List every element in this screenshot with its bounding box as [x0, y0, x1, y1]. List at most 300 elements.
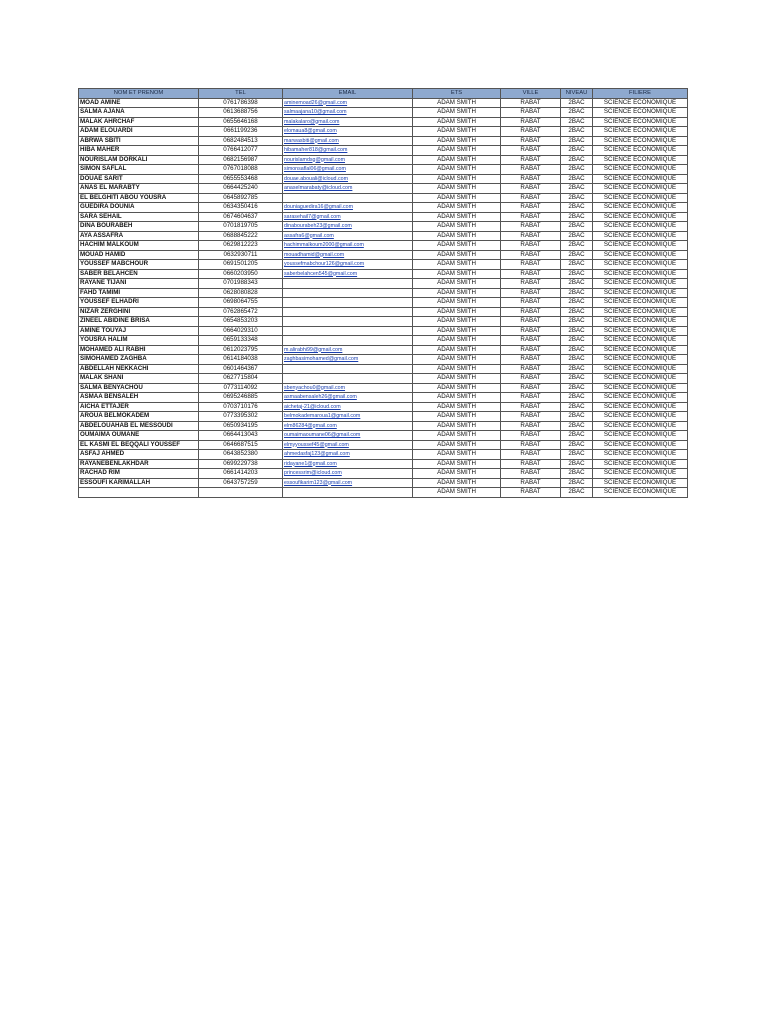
cell-tel: 0682156987 — [199, 155, 283, 165]
cell-name: ZINEEL ABIDINE BRISA — [79, 317, 199, 327]
cell-ets: ADAM SMITH — [413, 450, 501, 460]
cell-filiere: SCIENCE ECONOMIQUE — [593, 288, 688, 298]
cell-tel: 0773395302 — [199, 412, 283, 422]
cell-niveau: 2BAC — [561, 355, 593, 365]
cell-tel: 0698064755 — [199, 298, 283, 308]
cell-name: SALMA AJANA — [79, 108, 199, 118]
cell-ville: RABAT — [501, 383, 561, 393]
cell-ville: RABAT — [501, 165, 561, 175]
cell-filiere: SCIENCE ECONOMIQUE — [593, 421, 688, 431]
cell-ville: RABAT — [501, 146, 561, 156]
cell-ville: RABAT — [501, 269, 561, 279]
cell-name: ESSOUFI KARIMALLAH — [79, 478, 199, 488]
col-header-name: NOM ET PRENOM — [79, 89, 199, 99]
cell-email[interactable]: zaghbasimohamed@gmail.com — [283, 355, 413, 365]
table-row — [79, 345, 688, 355]
cell-niveau: 2BAC — [561, 127, 593, 137]
cell-ville: RABAT — [501, 193, 561, 203]
table-row — [79, 393, 688, 403]
cell-filiere: SCIENCE ECONOMIQUE — [593, 279, 688, 289]
cell-name: ASFAJ AHMED — [79, 450, 199, 460]
cell-ville: RABAT — [501, 421, 561, 431]
cell-filiere: SCIENCE ECONOMIQUE — [593, 440, 688, 450]
cell-email[interactable]: m.alirabhi99@gmail.com — [283, 345, 413, 355]
cell-email[interactable]: oumaimaoumane06@gmail.com — [283, 431, 413, 441]
cell-email[interactable]: asmaabensaleh26@gmail.com — [283, 393, 413, 403]
cell-tel: 0701819705 — [199, 222, 283, 232]
table-row — [79, 326, 688, 336]
table-row — [79, 298, 688, 308]
col-header-filiere: FILIERE — [593, 89, 688, 99]
cell-filiere: SCIENCE ECONOMIQUE — [593, 203, 688, 213]
cell-ets: ADAM SMITH — [413, 146, 501, 156]
table-row — [79, 127, 688, 137]
cell-ville: RABAT — [501, 298, 561, 308]
cell-niveau: 2BAC — [561, 193, 593, 203]
cell-filiere: SCIENCE ECONOMIQUE — [593, 345, 688, 355]
cell-ets: ADAM SMITH — [413, 193, 501, 203]
cell-email — [283, 298, 413, 308]
cell-filiere: SCIENCE ECONOMIQUE — [593, 174, 688, 184]
cell-niveau: 2BAC — [561, 364, 593, 374]
cell-filiere: SCIENCE ECONOMIQUE — [593, 431, 688, 441]
table-body — [79, 98, 688, 497]
cell-name: NIZAR ZERGHINI — [79, 307, 199, 317]
table-row — [79, 222, 688, 232]
cell-ets: ADAM SMITH — [413, 155, 501, 165]
cell-niveau: 2BAC — [561, 459, 593, 469]
cell-name: OUMAIMA OUMANE — [79, 431, 199, 441]
cell-ets: ADAM SMITH — [413, 117, 501, 127]
cell-tel: 0612023795 — [199, 345, 283, 355]
cell-tel: 0628080828 — [199, 288, 283, 298]
cell-email[interactable]: elomaua8@gmail.com — [283, 127, 413, 137]
table-row — [79, 117, 688, 127]
cell-niveau: 2BAC — [561, 317, 593, 327]
cell-tel: 0659133348 — [199, 336, 283, 346]
cell-ville: RABAT — [501, 336, 561, 346]
cell-name: ASMAA BENSALEH — [79, 393, 199, 403]
cell-filiere: SCIENCE ECONOMIQUE — [593, 307, 688, 317]
cell-ville: RABAT — [501, 184, 561, 194]
cell-filiere: SCIENCE ECONOMIQUE — [593, 393, 688, 403]
cell-filiere: SCIENCE ECONOMIQUE — [593, 488, 688, 498]
table-row — [79, 478, 688, 488]
cell-ville: RABAT — [501, 345, 561, 355]
cell-ets: ADAM SMITH — [413, 279, 501, 289]
cell-email[interactable]: aichetaj-21@icloud.com — [283, 402, 413, 412]
table-row — [79, 431, 688, 441]
table-row — [79, 136, 688, 146]
cell-tel: 0664413043 — [199, 431, 283, 441]
cell-filiere: SCIENCE ECONOMIQUE — [593, 374, 688, 384]
cell-filiere: SCIENCE ECONOMIQUE — [593, 364, 688, 374]
cell-ville: RABAT — [501, 374, 561, 384]
table-row — [79, 317, 688, 327]
cell-email[interactable]: elmyyoussef45@gmail.com — [283, 440, 413, 450]
cell-ville: RABAT — [501, 203, 561, 213]
cell-filiere: SCIENCE ECONOMIQUE — [593, 212, 688, 222]
cell-email[interactable]: ahmedasfaj123@gmail.com — [283, 450, 413, 460]
table-row — [79, 260, 688, 270]
cell-email[interactable]: sarasehail7@gmail.com — [283, 212, 413, 222]
cell-ville: RABAT — [501, 469, 561, 479]
cell-niveau: 2BAC — [561, 431, 593, 441]
cell-ville: RABAT — [501, 279, 561, 289]
table-row — [79, 288, 688, 298]
cell-email — [283, 326, 413, 336]
cell-ets: ADAM SMITH — [413, 345, 501, 355]
header-row — [79, 89, 688, 99]
cell-name: EL BELGHITI ABOU YOUSRA — [79, 193, 199, 203]
cell-email — [283, 288, 413, 298]
cell-ville: RABAT — [501, 108, 561, 118]
cell-tel: 0634350416 — [199, 203, 283, 213]
table-row — [79, 231, 688, 241]
cell-niveau: 2BAC — [561, 336, 593, 346]
table-row — [79, 307, 688, 317]
cell-ville: RABAT — [501, 488, 561, 498]
table-row — [79, 279, 688, 289]
cell-tel: 0767018088 — [199, 165, 283, 175]
cell-niveau: 2BAC — [561, 469, 593, 479]
cell-ets: ADAM SMITH — [413, 288, 501, 298]
cell-niveau: 2BAC — [561, 307, 593, 317]
cell-ville: RABAT — [501, 450, 561, 460]
cell-tel: 0762865472 — [199, 307, 283, 317]
cell-email[interactable]: ridayane1@gmail.com — [283, 459, 413, 469]
cell-tel: 0654853203 — [199, 317, 283, 327]
cell-ets: ADAM SMITH — [413, 412, 501, 422]
cell-email[interactable]: anaselmarabaty@icloud.com — [283, 184, 413, 194]
cell-name: RACHAD RIM — [79, 469, 199, 479]
table-row — [79, 184, 688, 194]
cell-email[interactable]: youssefmabchour126@gmail.com — [283, 260, 413, 270]
cell-ville: RABAT — [501, 440, 561, 450]
table-row — [79, 336, 688, 346]
cell-name: RAYANE TIJANI — [79, 279, 199, 289]
cell-tel: 0645892785 — [199, 193, 283, 203]
cell-ets: ADAM SMITH — [413, 478, 501, 488]
cell-tel: 0627715804 — [199, 374, 283, 384]
cell-filiere: SCIENCE ECONOMIQUE — [593, 241, 688, 251]
cell-tel: 0655553468 — [199, 174, 283, 184]
cell-ville: RABAT — [501, 231, 561, 241]
table-row — [79, 383, 688, 393]
cell-tel: 0661414203 — [199, 469, 283, 479]
cell-ville: RABAT — [501, 317, 561, 327]
cell-ville: RABAT — [501, 98, 561, 108]
cell-ets: ADAM SMITH — [413, 203, 501, 213]
cell-email[interactable]: marwasbiti@gmail.com — [283, 136, 413, 146]
cell-tel: 0655646168 — [199, 117, 283, 127]
cell-ets: ADAM SMITH — [413, 241, 501, 251]
cell-filiere: SCIENCE ECONOMIQUE — [593, 450, 688, 460]
cell-niveau: 2BAC — [561, 288, 593, 298]
cell-filiere: SCIENCE ECONOMIQUE — [593, 478, 688, 488]
cell-tel: 0601464367 — [199, 364, 283, 374]
cell-tel: 0613688756 — [199, 108, 283, 118]
cell-tel: 0703710176 — [199, 402, 283, 412]
table-row — [79, 203, 688, 213]
cell-niveau: 2BAC — [561, 488, 593, 498]
cell-name: YOUSRA HALIM — [79, 336, 199, 346]
cell-ets: ADAM SMITH — [413, 307, 501, 317]
cell-tel: 0682484513 — [199, 136, 283, 146]
cell-tel: 0701988343 — [199, 279, 283, 289]
cell-filiere: SCIENCE ECONOMIQUE — [593, 250, 688, 260]
cell-ets: ADAM SMITH — [413, 459, 501, 469]
cell-ets: ADAM SMITH — [413, 469, 501, 479]
cell-filiere: SCIENCE ECONOMIQUE — [593, 269, 688, 279]
cell-email[interactable]: salmaajana10@gmail.com — [283, 108, 413, 118]
cell-name: AICHA ETTAJER — [79, 402, 199, 412]
cell-tel — [199, 488, 283, 498]
cell-filiere: SCIENCE ECONOMIQUE — [593, 136, 688, 146]
cell-ville: RABAT — [501, 307, 561, 317]
cell-filiere: SCIENCE ECONOMIQUE — [593, 402, 688, 412]
cell-name: DINA BOURABEH — [79, 222, 199, 232]
cell-niveau: 2BAC — [561, 155, 593, 165]
cell-niveau: 2BAC — [561, 440, 593, 450]
cell-ets: ADAM SMITH — [413, 165, 501, 175]
cell-email[interactable]: essoufikarim123@gmail.com — [283, 478, 413, 488]
cell-email — [283, 336, 413, 346]
cell-tel: 0773114092 — [199, 383, 283, 393]
cell-ets: ADAM SMITH — [413, 326, 501, 336]
cell-ville: RABAT — [501, 136, 561, 146]
cell-name: GUEDIRA DOUNIA — [79, 203, 199, 213]
cell-niveau: 2BAC — [561, 298, 593, 308]
cell-ets: ADAM SMITH — [413, 440, 501, 450]
col-header-niveau: NIVEAU — [561, 89, 593, 99]
cell-niveau: 2BAC — [561, 260, 593, 270]
cell-tel: 0643757259 — [199, 478, 283, 488]
cell-filiere: SCIENCE ECONOMIQUE — [593, 231, 688, 241]
table-row — [79, 98, 688, 108]
cell-ville: RABAT — [501, 478, 561, 488]
table-row — [79, 193, 688, 203]
cell-name: MALAK SHANI — [79, 374, 199, 384]
cell-email[interactable]: simonsaflal06@gmail.com — [283, 165, 413, 175]
cell-name: RAYANEBENLAKHDAR — [79, 459, 199, 469]
cell-email[interactable]: malakalaro@gmail.com — [283, 117, 413, 127]
cell-ville: RABAT — [501, 402, 561, 412]
cell-name: MALAK AHRCHAF — [79, 117, 199, 127]
cell-ville: RABAT — [501, 174, 561, 184]
cell-email[interactable]: princessrim@icloud.com — [283, 469, 413, 479]
table-row — [79, 412, 688, 422]
cell-email[interactable]: mouadhamid@gmail.com — [283, 250, 413, 260]
cell-niveau: 2BAC — [561, 383, 593, 393]
cell-email[interactable]: hibamaher818@gmail.com — [283, 146, 413, 156]
cell-ville: RABAT — [501, 212, 561, 222]
cell-tel: 0688845222 — [199, 231, 283, 241]
cell-niveau: 2BAC — [561, 393, 593, 403]
cell-ets: ADAM SMITH — [413, 184, 501, 194]
cell-email — [283, 307, 413, 317]
cell-name: ANAS EL MARABTY — [79, 184, 199, 194]
cell-email[interactable]: elm86284@gmail.com — [283, 421, 413, 431]
cell-ville: RABAT — [501, 260, 561, 270]
table-row — [79, 212, 688, 222]
cell-niveau: 2BAC — [561, 174, 593, 184]
table-row — [79, 488, 688, 498]
cell-email[interactable]: belmokademaroua1@gmail.com — [283, 412, 413, 422]
cell-tel: 0629812223 — [199, 241, 283, 251]
cell-email — [283, 364, 413, 374]
cell-email[interactable]: douae.abouali@icloud.com — [283, 174, 413, 184]
cell-filiere: SCIENCE ECONOMIQUE — [593, 336, 688, 346]
cell-ets: ADAM SMITH — [413, 374, 501, 384]
cell-filiere: SCIENCE ECONOMIQUE — [593, 222, 688, 232]
cell-ville: RABAT — [501, 288, 561, 298]
student-list-table — [78, 88, 688, 498]
cell-email[interactable]: sbenyachou0@gmail.com — [283, 383, 413, 393]
cell-tel: 0661199236 — [199, 127, 283, 137]
cell-name: SABER BELAHCEN — [79, 269, 199, 279]
cell-email[interactable]: assafra6@gmail.com — [283, 231, 413, 241]
cell-filiere: SCIENCE ECONOMIQUE — [593, 383, 688, 393]
cell-email[interactable]: aminemoad26@gmail.com — [283, 98, 413, 108]
cell-tel: 0699229738 — [199, 459, 283, 469]
cell-ville: RABAT — [501, 127, 561, 137]
table-row — [79, 402, 688, 412]
cell-niveau: 2BAC — [561, 231, 593, 241]
cell-ets: ADAM SMITH — [413, 402, 501, 412]
cell-ville: RABAT — [501, 412, 561, 422]
cell-niveau: 2BAC — [561, 146, 593, 156]
cell-filiere: SCIENCE ECONOMIQUE — [593, 317, 688, 327]
cell-name: HIBA MAHER — [79, 146, 199, 156]
table-row — [79, 421, 688, 431]
cell-filiere: SCIENCE ECONOMIQUE — [593, 469, 688, 479]
cell-email — [283, 374, 413, 384]
table-row — [79, 241, 688, 251]
cell-tel: 0691501205 — [199, 260, 283, 270]
cell-email — [283, 193, 413, 203]
cell-tel: 0650934195 — [199, 421, 283, 431]
cell-name: SARA SEHAIL — [79, 212, 199, 222]
cell-ets: ADAM SMITH — [413, 298, 501, 308]
cell-ville: RABAT — [501, 241, 561, 251]
table-row — [79, 174, 688, 184]
cell-niveau: 2BAC — [561, 345, 593, 355]
cell-name: MOAD AMINE — [79, 98, 199, 108]
cell-email — [283, 317, 413, 327]
cell-filiere: SCIENCE ECONOMIQUE — [593, 326, 688, 336]
cell-niveau: 2BAC — [561, 269, 593, 279]
cell-name: AYA ASSAFRA — [79, 231, 199, 241]
cell-tel: 0660203950 — [199, 269, 283, 279]
cell-ville: RABAT — [501, 431, 561, 441]
table-row — [79, 355, 688, 365]
cell-name: NOURISLAM DORKALI — [79, 155, 199, 165]
cell-name: YOUSSEF MABCHOUR — [79, 260, 199, 270]
cell-niveau: 2BAC — [561, 374, 593, 384]
cell-filiere: SCIENCE ECONOMIQUE — [593, 412, 688, 422]
cell-name: AROUA BELMOKADEM — [79, 412, 199, 422]
cell-filiere: SCIENCE ECONOMIQUE — [593, 184, 688, 194]
cell-filiere: SCIENCE ECONOMIQUE — [593, 459, 688, 469]
col-header-ville: VILLE — [501, 89, 561, 99]
cell-niveau: 2BAC — [561, 136, 593, 146]
cell-filiere: SCIENCE ECONOMIQUE — [593, 108, 688, 118]
cell-tel: 0646687515 — [199, 440, 283, 450]
cell-niveau: 2BAC — [561, 326, 593, 336]
cell-name: ADAM ELOUARDI — [79, 127, 199, 137]
table-row — [79, 250, 688, 260]
cell-tel: 0643852380 — [199, 450, 283, 460]
cell-niveau: 2BAC — [561, 108, 593, 118]
cell-niveau: 2BAC — [561, 250, 593, 260]
cell-name: SIMOHAMED ZAGHBA — [79, 355, 199, 365]
cell-ets: ADAM SMITH — [413, 269, 501, 279]
cell-name: DOUAE SARIT — [79, 174, 199, 184]
cell-ville: RABAT — [501, 355, 561, 365]
cell-ville: RABAT — [501, 250, 561, 260]
cell-email[interactable]: dinabourabeh23@gmail.com — [283, 222, 413, 232]
cell-ets: ADAM SMITH — [413, 488, 501, 498]
cell-ets: ADAM SMITH — [413, 317, 501, 327]
cell-niveau: 2BAC — [561, 450, 593, 460]
cell-ets: ADAM SMITH — [413, 231, 501, 241]
cell-ville: RABAT — [501, 155, 561, 165]
cell-niveau: 2BAC — [561, 212, 593, 222]
cell-name: FAHD TAMIMI — [79, 288, 199, 298]
cell-ets: ADAM SMITH — [413, 355, 501, 365]
cell-ville: RABAT — [501, 459, 561, 469]
cell-ets: ADAM SMITH — [413, 260, 501, 270]
cell-ets: ADAM SMITH — [413, 174, 501, 184]
cell-ets: ADAM SMITH — [413, 421, 501, 431]
cell-ets: ADAM SMITH — [413, 98, 501, 108]
cell-email[interactable]: douniaguedira16@gmail.com — [283, 203, 413, 213]
cell-niveau: 2BAC — [561, 222, 593, 232]
cell-name: SIMON SAFLAL — [79, 165, 199, 175]
table-row — [79, 364, 688, 374]
cell-filiere: SCIENCE ECONOMIQUE — [593, 165, 688, 175]
cell-ets: ADAM SMITH — [413, 383, 501, 393]
cell-filiere: SCIENCE ECONOMIQUE — [593, 98, 688, 108]
cell-ets: ADAM SMITH — [413, 127, 501, 137]
table-row — [79, 440, 688, 450]
cell-niveau: 2BAC — [561, 241, 593, 251]
cell-tel: 0664029310 — [199, 326, 283, 336]
cell-ets: ADAM SMITH — [413, 212, 501, 222]
cell-name: ABRWA SBITI — [79, 136, 199, 146]
cell-ets: ADAM SMITH — [413, 222, 501, 232]
cell-niveau: 2BAC — [561, 279, 593, 289]
cell-tel: 0766412077 — [199, 146, 283, 156]
table-row — [79, 108, 688, 118]
cell-name: HACHIM MALKOUM — [79, 241, 199, 251]
cell-tel: 0614184038 — [199, 355, 283, 365]
cell-ets: ADAM SMITH — [413, 336, 501, 346]
cell-tel: 0664425240 — [199, 184, 283, 194]
cell-email[interactable]: saberbelahcen545@gmail.com — [283, 269, 413, 279]
cell-email[interactable]: nourislamdsg@gmail.com — [283, 155, 413, 165]
cell-niveau: 2BAC — [561, 117, 593, 127]
col-header-ets: ETS — [413, 89, 501, 99]
cell-filiere: SCIENCE ECONOMIQUE — [593, 146, 688, 156]
cell-name: MOHAMED ALI RABHI — [79, 345, 199, 355]
cell-tel: 0695246885 — [199, 393, 283, 403]
table-row — [79, 459, 688, 469]
cell-email — [283, 279, 413, 289]
cell-ets: ADAM SMITH — [413, 108, 501, 118]
cell-email[interactable]: hachimmalkoum2000@gmail.com — [283, 241, 413, 251]
